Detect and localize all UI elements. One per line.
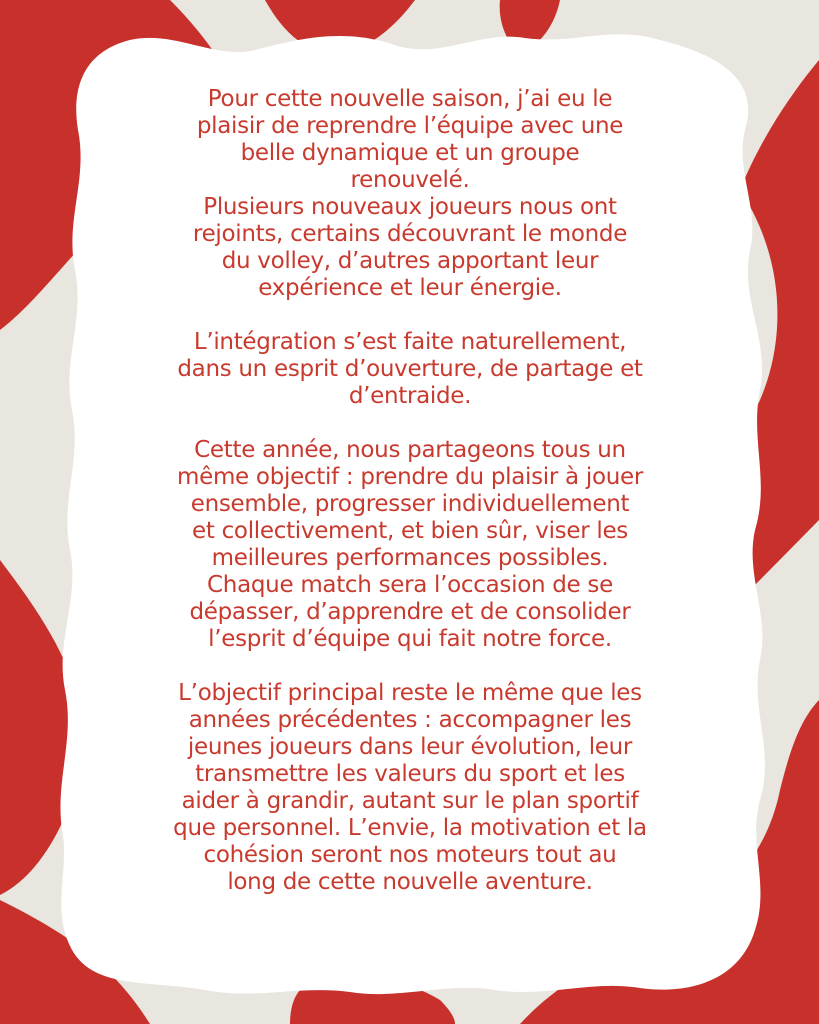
letter-text [95, 86, 725, 896]
text-line: Cette année, nous partageons tous un [194, 437, 626, 463]
text-line: belle dynamique et un groupe [240, 140, 580, 166]
text-line: meilleures performances possibles. [211, 545, 609, 571]
text-line: L’intégration s’est faite naturellement, [193, 329, 627, 355]
text-line: et collectivement, et bien sûr, viser les [192, 518, 628, 544]
text-line: d’entraide. [348, 383, 472, 409]
text-line: dépasser, d’apprendre et de consolider [189, 599, 631, 625]
text-line: expérience et leur énergie. [258, 275, 562, 301]
text-line: du volley, d’autres apportant leur [221, 248, 599, 274]
text-line: dans un esprit d’ouverture, de partage et [177, 356, 643, 382]
paragraph-intro [95, 86, 725, 302]
text-line: plaisir de reprendre l’équipe avec une [196, 113, 624, 139]
paragraph-integration [95, 329, 725, 410]
text-line: renouvelé. [350, 167, 470, 193]
text-line: Pour cette nouvelle saison, j’ai eu le [207, 86, 613, 112]
text-line: jeunes joueurs dans leur évolution, leur [187, 734, 633, 760]
text-line: que personnel. L’envie, la motivation et la [173, 815, 647, 841]
text-line: Plusieurs nouveaux joueurs nous ont [203, 194, 617, 220]
text-line: Chaque match sera l’occasion de se [207, 572, 613, 598]
text-line: cohésion seront nos moteurs tout au [203, 842, 617, 868]
text-line: l’esprit d’équipe qui fait notre force. [208, 626, 612, 652]
paragraph-objective [95, 437, 725, 653]
text-line: L’objectif principal reste le même que les [178, 680, 642, 706]
text-line: années précédentes : accompagner les [188, 707, 632, 733]
text-line: rejoints, certains découvrant le monde [192, 221, 628, 247]
text-line: transmettre les valeurs du sport et les [195, 761, 625, 787]
text-line: même objectif : prendre du plaisir à jouer [177, 464, 643, 490]
paragraph-main-goal [95, 680, 725, 896]
text-line: aider à grandir, autant sur le plan sportif [181, 788, 639, 814]
text-line: long de cette nouvelle aventure. [227, 869, 593, 895]
text-line: ensemble, progresser individuellement [190, 491, 630, 517]
